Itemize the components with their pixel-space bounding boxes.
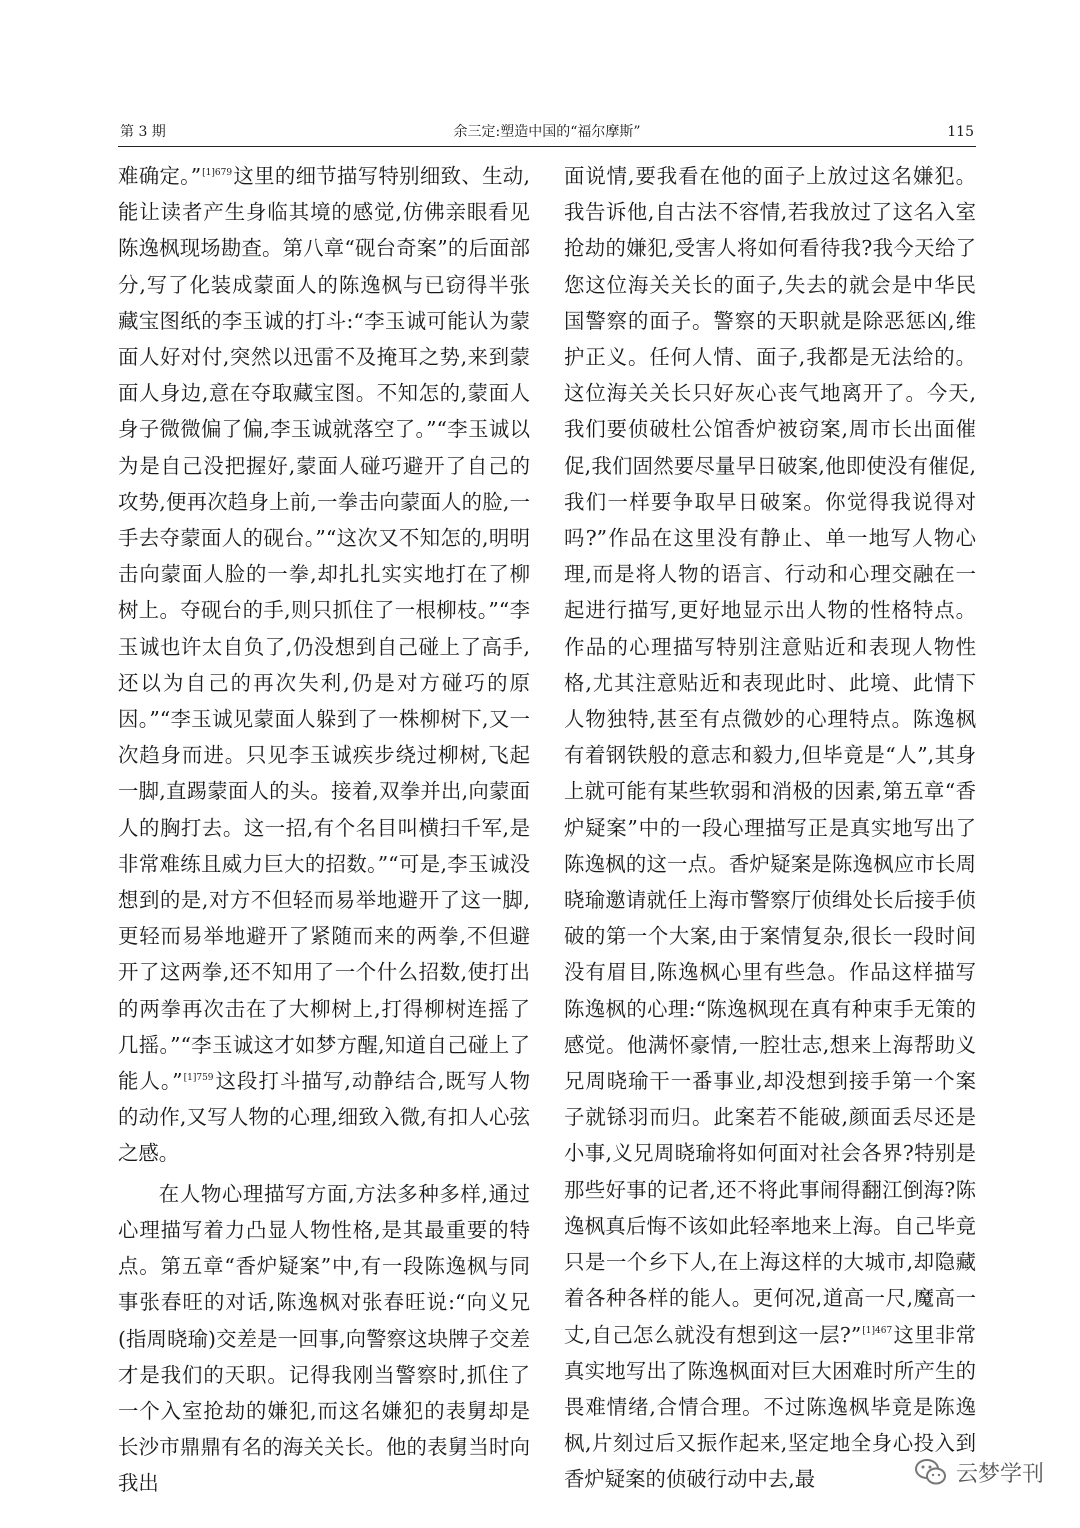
right-text-1b: 这里非常真实地写出了陈逸枫面对巨大困难时所产生的畏难情绪,合情合理。不过陈逸枫毕竟是陈逸枫,片刻过后又振作起来,坚定地全身心投入到香炉疑案的侦破行动中去,最 [564, 1322, 977, 1492]
citation-mark: [1]467 [862, 1326, 893, 1337]
watermark-text: 云梦学刊 [955, 1461, 1044, 1487]
left-text-1c: 这段打斗描写,动静结合,既写人物的动作,又写人物的心理,细致入微,有扣人心弦之感。 [118, 1069, 530, 1166]
wechat-icon [914, 1457, 948, 1487]
left-text-1b: 这里的细节描写特别细致、生动,能让读者产生身临其境的感觉,仿佛亲眼看见陈逸枫现场勘查。第八章“砚台奇案”的后面部分,写了化装成蒙面人的陈逸枫与已窃得半张藏宝图纸的李玉诚的打斗:“李玉诚可能认为蒙面人好对付,突然以迅雷不及掩耳之势,来到蒙面人身边,意在夺取藏宝图。不知怎的,蒙面人身子微微偏了偏,李玉诚就落空了。”“李玉诚以为是自己没把握好,蒙面人碰巧避开了自己的攻势,便再次趋身上前,一拳击向蒙面人的脸,一手去夺蒙面人的砚台。”“这次又不知怎的,明明击向蒙面人脸的一拳,却扎扎实实地打在了柳树上。夺砚台的手,则只抓住了一根柳枝。”“李玉诚也许太自负了,仍没想到自己碰上了高手,还以为自己的再次失利,仍是对方碰巧的原因。”“李玉诚见蒙面人躲到了一株柳树下,又一次趋身而进。只见李玉诚疾步绕过柳树,飞起一脚,直踢蒙面人的头。接着,双拳并出,向蒙面人的胸打去。这一招,有个名目叫横扫千军,是非常难练且威力巨大的招数。”“可是,李玉诚没想到的是,对方不但轻而易举地避开了这一脚,更轻而易举地避开了紧随而来的两拳,不但避开了这两拳,还不知用了一个什么招数,使打出的两拳再次击在了大柳树上,打得柳树连摇了几摇。”“李玉诚这才如梦方醒,知道自己碰上了能人。” [118, 164, 530, 1094]
citation-mark: [1]679 [202, 167, 233, 178]
running-title: 余三定:塑造中国的“福尔摩斯” [453, 124, 641, 140]
left-paragraph-2: 在人物心理描写方面,方法多种多样,通过心理描写着力凸显人物性格,是其最重要的特点。第五章“香炉疑案”中,有一段陈逸枫与同事张春旺的对话,陈逸枫对张春旺说:“向义兄(指周晓瑜)交差是一回事,向警察这块牌子交差才是我们的天职。记得我刚当警察时,抓住了一个入室抢劫的嫌犯,而这名嫌犯的表舅却是长沙市鼎鼎有名的海关关长。他的表舅当时向我出 [118, 1181, 530, 1496]
citation-mark: [1]759 [183, 1072, 214, 1083]
running-header [118, 122, 976, 147]
left-column [118, 158, 530, 1502]
right-column [564, 158, 976, 1498]
watermark [914, 1452, 1044, 1492]
issue-number: 第 3 期 [120, 124, 166, 140]
page-number: 115 [947, 124, 974, 140]
right-paragraph-1 [564, 158, 976, 1498]
left-paragraph-1 [118, 158, 530, 1172]
right-text-1a: 面说情,要我看在他的面子上放过这名嫌犯。我告诉他,自古法不容情,若我放过了这名入室抢劫的嫌犯,受害人将如何看待我?我今天给了您这位海关关长的面子,失去的就会是中华民国警察的面子。警察的天职就是除恶惩凶,维护正义。任何人情、面子,我都是无法给的。这位海关关长只好灰心丧气地离开了。今天,我们要侦破杜公馆香炉被窃案,周市长出面催促,我们固然要尽量早日破案,他即使没有催促,我们一样要争取早日破案。你觉得我说得对吗?”作品在这里没有静止、单一地写人物心理,而是将人物的语言、行动和心理交融在一起进行描写,更好地显示出人物的性格特点。作品的心理描写特别注意贴近和表现人物性格,尤其注意贴近和表现此时、此境、此情下人物独特,甚至有点微妙的心理特点。陈逸枫有着钢铁般的意志和毅力,但毕竟是“人”,其身上就可能有某些软弱和消极的因素,第五章“香炉疑案”中的一段心理描写正是真实地写出了陈逸枫的这一点。香炉疑案是陈逸枫应市长周晓瑜邀请就任上海市警察厅侦缉处长后接手侦破的第一个大案,由于案情复杂,很长一段时间没有眉目,陈逸枫心里有些急。作品这样描写陈逸枫的心理:“陈逸枫现在真有种束手无策的感觉。他满怀豪情,一腔壮志,想来上海帮助义兄周晓瑜干一番事业,却没想到接手第一个案子就铩羽而归。此案若不能破,颜面丢尽还是小事,义兄周晓瑜将如何面对社会各界?特别是那些好事的记者,还不将此事闹得翻江倒海?陈逸枫真后悔不该如此轻率地来上海。自己毕竟只是一个乡下人,在上海这样的大城市,却隐藏着各种各样的能人。更何况,道高一尺,魔高一丈,自己怎么就没有想到这一层?” [564, 164, 976, 1347]
left-text-1a: 难确定。” [118, 164, 202, 188]
